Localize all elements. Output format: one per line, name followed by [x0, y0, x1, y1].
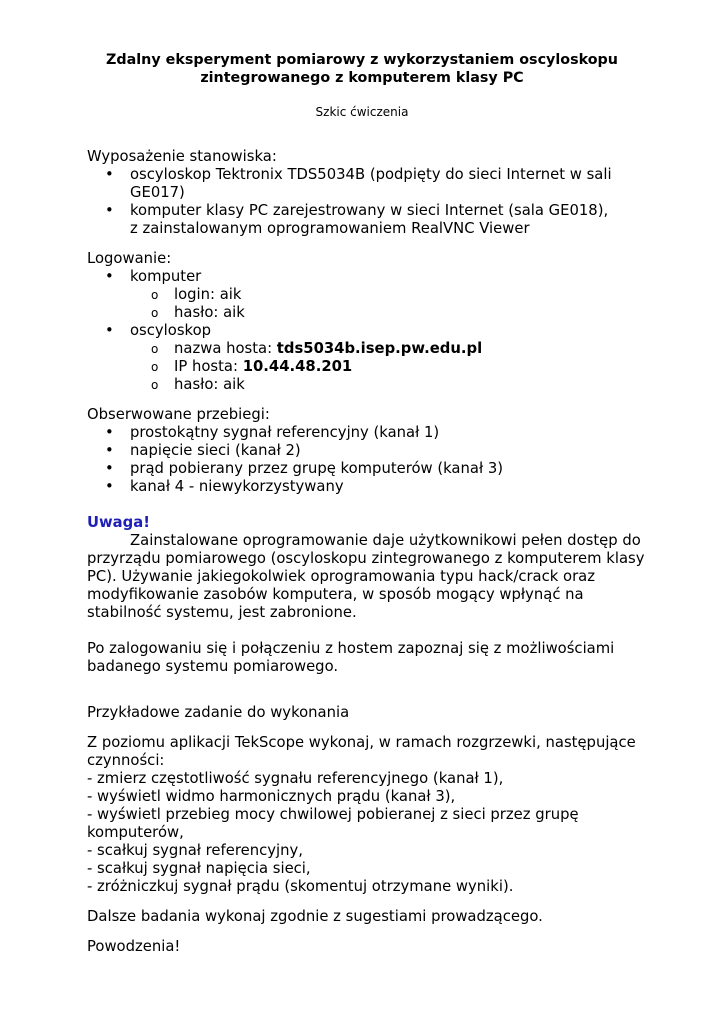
login-computer-username: o login: aik — [87, 286, 647, 304]
host-label: nazwa hosta: — [174, 340, 277, 357]
login-scope-password: o hasło: aik — [87, 376, 647, 394]
closing-text: Powodzenia! — [87, 938, 181, 955]
login-list — [87, 268, 647, 394]
host-value: tds5034b.isep.pw.edu.pl — [276, 340, 483, 357]
task-step: - zmierz częstotliwość sygnału referencyjnego (kanał 1), — [87, 770, 504, 787]
warning-label: Uwaga! — [87, 514, 150, 531]
waveform-item: • prostokątny sygnał referencyjny (kanał 1) — [87, 424, 647, 442]
equipment-item-oscilloscope — [87, 166, 647, 202]
waveform-item: • kanał 4 - niewykorzystywany — [87, 478, 647, 496]
title-line-2: zintegrowanego z komputerem klasy PC — [200, 69, 524, 86]
login-item-oscilloscope — [87, 322, 647, 394]
equipment-list — [87, 166, 647, 238]
equipment-item-computer — [87, 202, 647, 238]
equipment-item-1-line-2: GE017) — [130, 184, 185, 201]
login-scope-ip — [87, 358, 647, 376]
equipment-item-1-line-1: • oscyloskop Tektronix TDS5034B (podpięty do sieci Internet w sali — [130, 166, 612, 183]
task-step: - wyświetl przebieg mocy chwilowej pobieranej z sieci przez grupę komputerów, — [87, 806, 579, 841]
login-item-computer — [87, 268, 647, 322]
login-scope-host — [87, 340, 647, 358]
login-heading: Logowanie: — [87, 250, 172, 267]
waveform-item: • prąd pobierany przez grupę komputerów (kanał 3) — [87, 460, 647, 478]
document-subtitle: Szkic ćwiczenia — [315, 105, 409, 119]
further-text: Dalsze badania wykonaj zgodnie z sugestiami prowadzącego. — [87, 908, 543, 925]
login-computer-password: o hasło: aik — [87, 304, 647, 322]
ip-label: IP hosta: — [174, 358, 243, 375]
equipment-item-2-line-1: • komputer klasy PC zarejestrowany w sieci Internet (sala GE018), — [130, 202, 609, 219]
login-computer-sublist — [130, 286, 647, 322]
warning-text: Zainstalowane oprogramowanie daje użytkownikowi pełen dostęp do przyrządu pomiarowego (oscyloskopu zintegrowanego z komputerem klasy PC). Używanie jakiegokolwiek oprogramowania typu hack/crack oraz modyfikowanie zasobów komputera, w sposób mogący wpłynąć na stabilność systemu, jest zabronione. — [87, 532, 645, 621]
waveforms-heading: Obserwowane przebiegi: — [87, 406, 270, 423]
document-body — [87, 148, 647, 956]
login-computer-label: • komputer — [130, 268, 202, 285]
task-heading: Przykładowe zadanie do wykonania — [87, 704, 350, 721]
task-step: - scałkuj sygnał referencyjny, — [87, 842, 303, 859]
title-line-1: Zdalny eksperyment pomiarowy z wykorzystaniem oscyloskopu — [106, 52, 618, 68]
task-intro: Z poziomu aplikacji TekScope wykonaj, w ramach rozgrzewki, następujące czynności: — [87, 734, 636, 769]
after-login-text: Po zalogowaniu się i połączeniu z hostem zapoznaj się z możliwościami badanego systemu pomiarowego. — [87, 640, 615, 675]
equipment-heading: Wyposażenie stanowiska: — [87, 148, 277, 165]
task-step: - zróżniczkuj sygnał prądu (skomentuj otrzymane wyniki). — [87, 878, 514, 895]
ip-value: 10.44.48.201 — [242, 358, 353, 375]
task-steps — [87, 770, 647, 896]
equipment-item-2-line-2: z zainstalowanym oprogramowaniem RealVNC Viewer — [130, 220, 530, 237]
login-scope-label: • oscyloskop — [130, 322, 212, 339]
login-scope-sublist — [130, 340, 647, 394]
document-title — [60, 52, 664, 87]
task-step: - wyświetl widmo harmonicznych prądu (kanał 3), — [87, 788, 456, 805]
waveforms-list — [87, 424, 647, 496]
task-step: - scałkuj sygnał napięcia sieci, — [87, 860, 311, 877]
waveform-item: • napięcie sieci (kanał 2) — [87, 442, 647, 460]
